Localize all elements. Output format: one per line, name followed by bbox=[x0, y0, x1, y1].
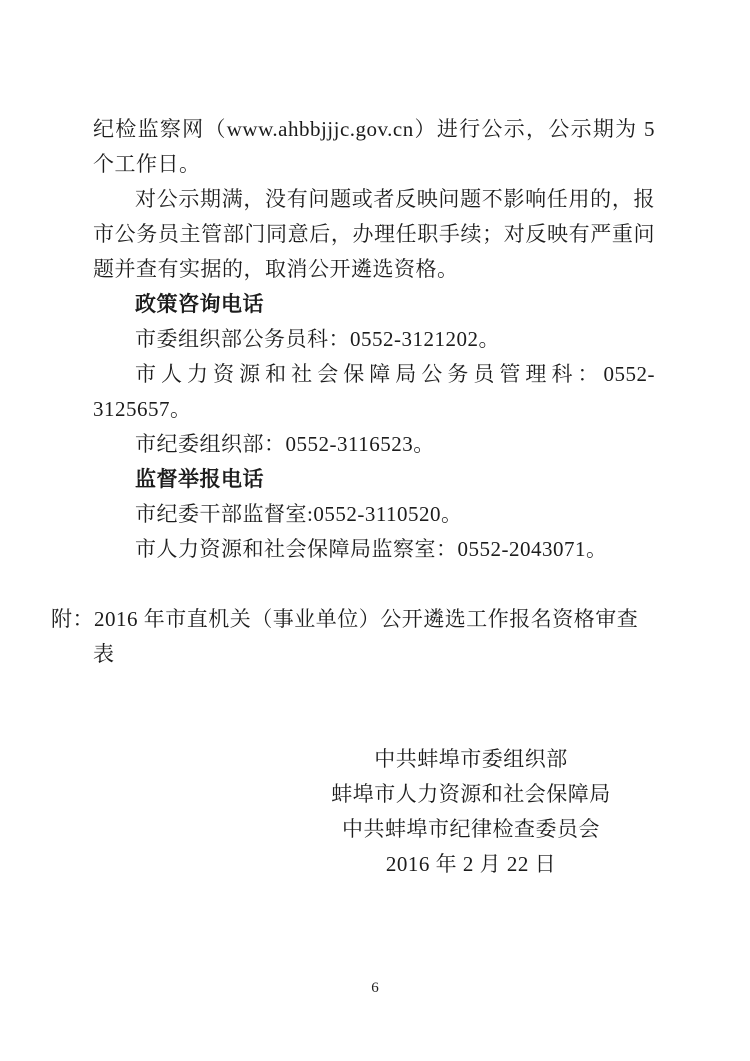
supervision-phone-heading: 监督举报电话 bbox=[135, 467, 264, 491]
supervision-phone-line: 市纪委干部监督室:0552-3110520。 bbox=[135, 502, 463, 526]
blank-line bbox=[93, 567, 655, 602]
policy-phone-line: 市人力资源和社会保障局公务员管理科：0552-3125657。 bbox=[93, 362, 655, 421]
policy-phone-line: 市委组织部公务员科：0552-3121202。 bbox=[135, 327, 500, 351]
document-body bbox=[51, 112, 655, 882]
supervision-phone-line: 市人力资源和社会保障局监察室：0552-2043071。 bbox=[135, 537, 608, 561]
paragraph-publicity-result: 对公示期满，没有问题或者反映问题不影响任用的，报市公务员主管部门同意后，办理任职手续；对反映有严重问题并查有实据的，取消公开遴选资格。 bbox=[93, 187, 655, 281]
signature-block bbox=[287, 742, 655, 882]
blank-lines bbox=[93, 672, 655, 742]
paragraph-publicity-continued: 纪检监察网（www.ahbbjjjc.gov.cn）进行公示，公示期为 5 个工作日。 bbox=[93, 117, 655, 176]
document-date: 2016 年 2 月 22 日 bbox=[385, 852, 557, 876]
policy-phone-line: 市纪委组织部：0552-3116523。 bbox=[135, 432, 435, 456]
policy-phone-heading: 政策咨询电话 bbox=[135, 292, 264, 316]
signature-org: 中共蚌埠市纪律检查委员会 bbox=[342, 817, 600, 841]
page-number: 6 bbox=[371, 980, 379, 996]
signature-org: 中共蚌埠市委组织部 bbox=[374, 747, 568, 771]
signature-org: 蚌埠市人力资源和社会保障局 bbox=[331, 782, 611, 806]
attachment-note: 附：2016 年市直机关（事业单位）公开遴选工作报名资格审查表 bbox=[51, 607, 639, 666]
